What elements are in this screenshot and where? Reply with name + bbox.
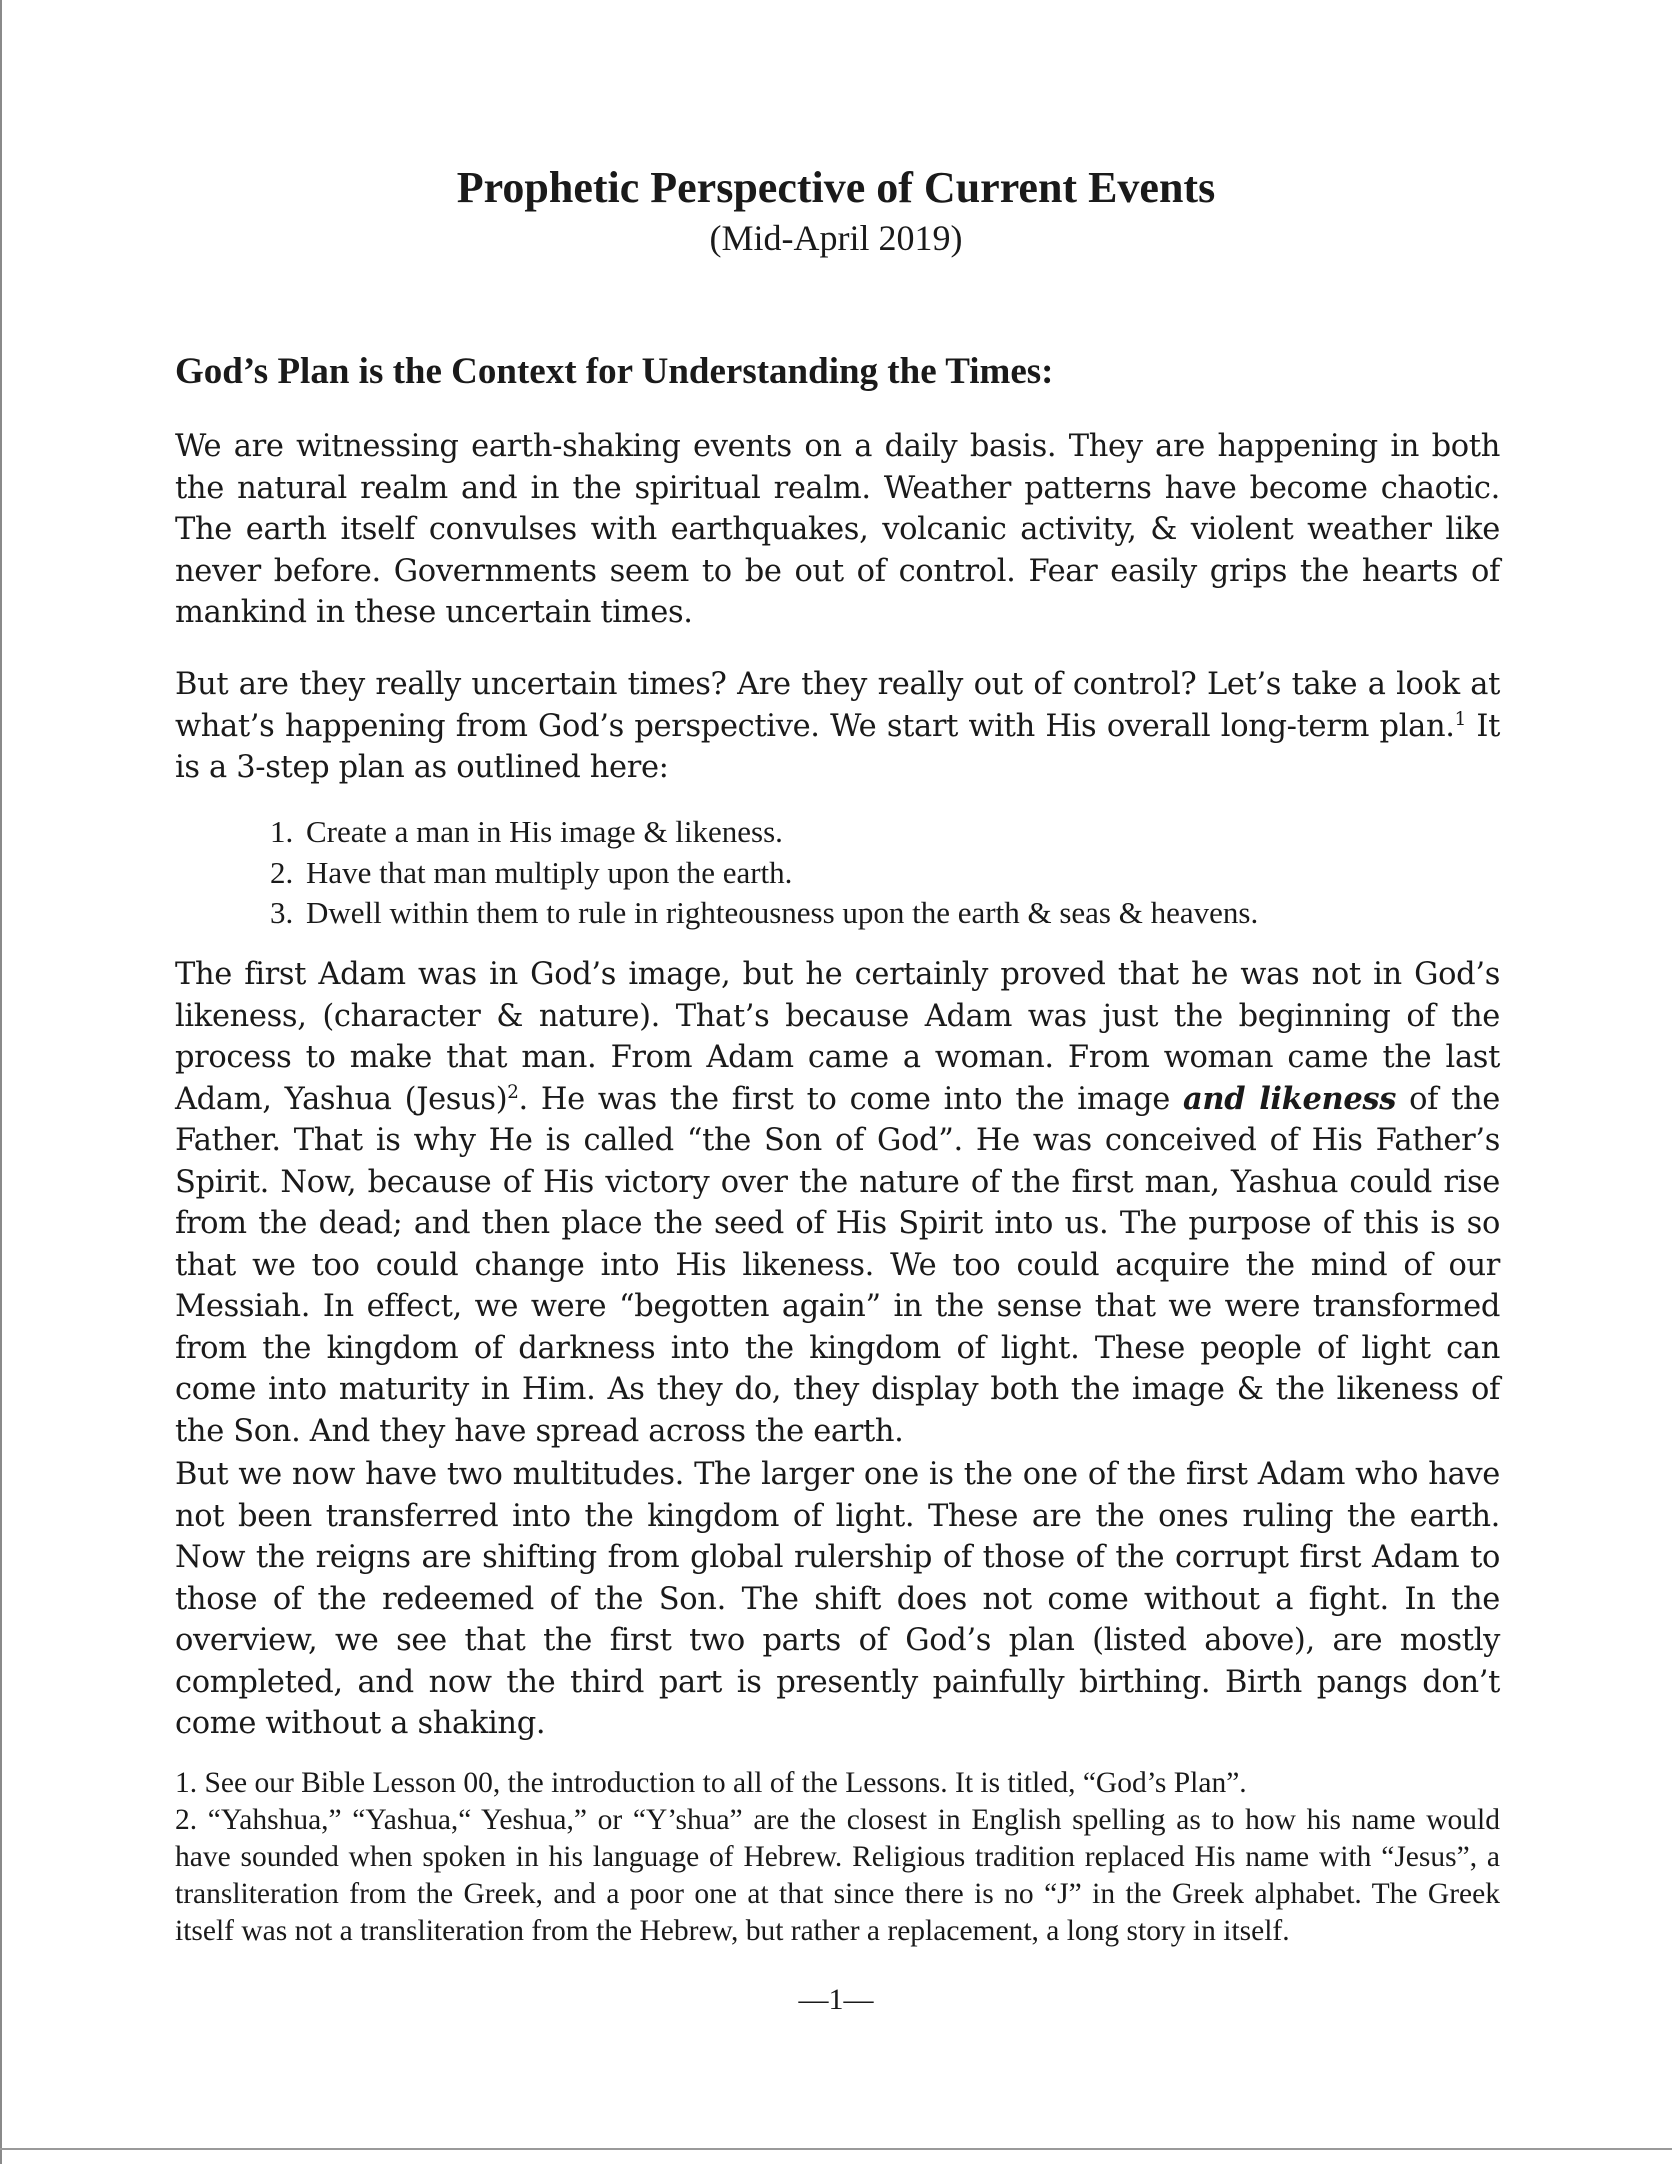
- paragraph-3-emphasis: and likeness: [1183, 1080, 1397, 1117]
- list-item-number: 3.: [270, 895, 294, 930]
- paragraph-3: [175, 954, 1500, 1452]
- page-bottom-border: [0, 2148, 1672, 2150]
- section-heading: God’s Plan is the Context for Understanding the Times:: [175, 351, 1054, 392]
- list-item-text: Have that man multiply upon the earth.: [306, 854, 793, 890]
- document-title: Prophetic Perspective of Current Events: [456, 163, 1216, 212]
- list-item-text: Create a man in His image & likeness.: [306, 814, 783, 849]
- footnote-1: 1. See our Bible Lesson 00, the introduction to all of the Lessons. It is titled, “God’s Plan”.: [175, 1767, 1247, 1799]
- paragraph-2: [175, 664, 1500, 789]
- title-block: [0, 160, 1672, 260]
- list-item: [270, 853, 1520, 894]
- list-item-number: 2.: [270, 854, 294, 890]
- footnote-2: 2. “Yahshua,” “Yashua,“ Yeshua,” or “Y’shua” are the closest in English spelling as to how his name would have sounded when spoken in his language of Hebrew. Religious tradition replaced His name with “Jesus”, a transliteration from the Greek, and a poor one at that since there is no “J” in the Greek alphabet. The Greek itself was not a transliteration from the Hebrew, but rather a replacement, a long story in itself.: [175, 1804, 1500, 1947]
- list-item: [270, 893, 1520, 934]
- list-item-number: 1.: [270, 814, 294, 849]
- paragraph-3-text-b: . He was the first to come into the image: [518, 1081, 1184, 1117]
- document-subtitle: (Mid-April 2019): [709, 218, 963, 258]
- list-item: [270, 812, 1520, 853]
- paragraph-3-text-c: of the Father. That is why He is called “the Son of God”. He was conceived of His Father’s Spirit. Now, because of His victory over the nature of the first man, Yashua could rise from the dead; and then place the seed of His Spirit into us. The purpose of this is so that we too could change into His likeness. We too could acquire the mind of our Messiah. In effect, we were “begotten again” in the sense that we were transformed from the kingdom of darkness into the kingdom of light. These people of light can come into maturity in Him. As they do, they display both the image & the likeness of the Son. And they have spread across the earth.: [175, 1081, 1500, 1449]
- footnote-ref-1[interactable]: 1: [1454, 708, 1466, 730]
- paragraph-3-text-a: The first Adam was in God’s image, but he certainly proved that he was not in God’s likeness, (character & nature). That’s because Adam was just the beginning of the process to make that man. From Adam came a woman. From woman came the last Adam, Yashua (Jesus): [175, 957, 1500, 1117]
- page-number: —1—: [798, 1983, 874, 2016]
- plan-list: [270, 812, 1520, 934]
- footnote-ref-2[interactable]: 2: [507, 1081, 519, 1103]
- paragraph-2-text-b: It is a 3-step plan as outlined here:: [175, 708, 1500, 785]
- paragraph-1: We are witnessing earth-shaking events on a daily basis. They are happening in both the natural realm and in the spiritual realm. Weather patterns have become chaotic. The earth itself convulses with earthquakes, volcanic activity, & violent weather like never before. Governments seem to be out of control. Fear easily grips the hearts of mankind in these uncertain times.: [175, 429, 1500, 630]
- list-item-text: Dwell within them to rule in righteousness upon the earth & seas & heavens.: [306, 895, 1259, 930]
- footnotes: [175, 1765, 1500, 1950]
- page-left-border: [0, 0, 2, 2164]
- paragraph-2-text-a: But are they really uncertain times? Are they really out of control? Let’s take a look at what’s happening from God’s perspective. We start with His overall long-term plan.: [175, 667, 1500, 744]
- paragraph-4: But we now have two multitudes. The larger one is the one of the first Adam who have not been transferred into the kingdom of light. These are the ones ruling the earth. Now the reigns are shifting from global rulership of those of the corrupt first Adam to those of the redeemed of the Son. The shift does not come without a fight. In the overview, we see that the first two parts of God’s plan (listed above), are mostly completed, and now the third part is presently painfully birthing. Birth pangs don’t come without a shaking.: [175, 1457, 1500, 1741]
